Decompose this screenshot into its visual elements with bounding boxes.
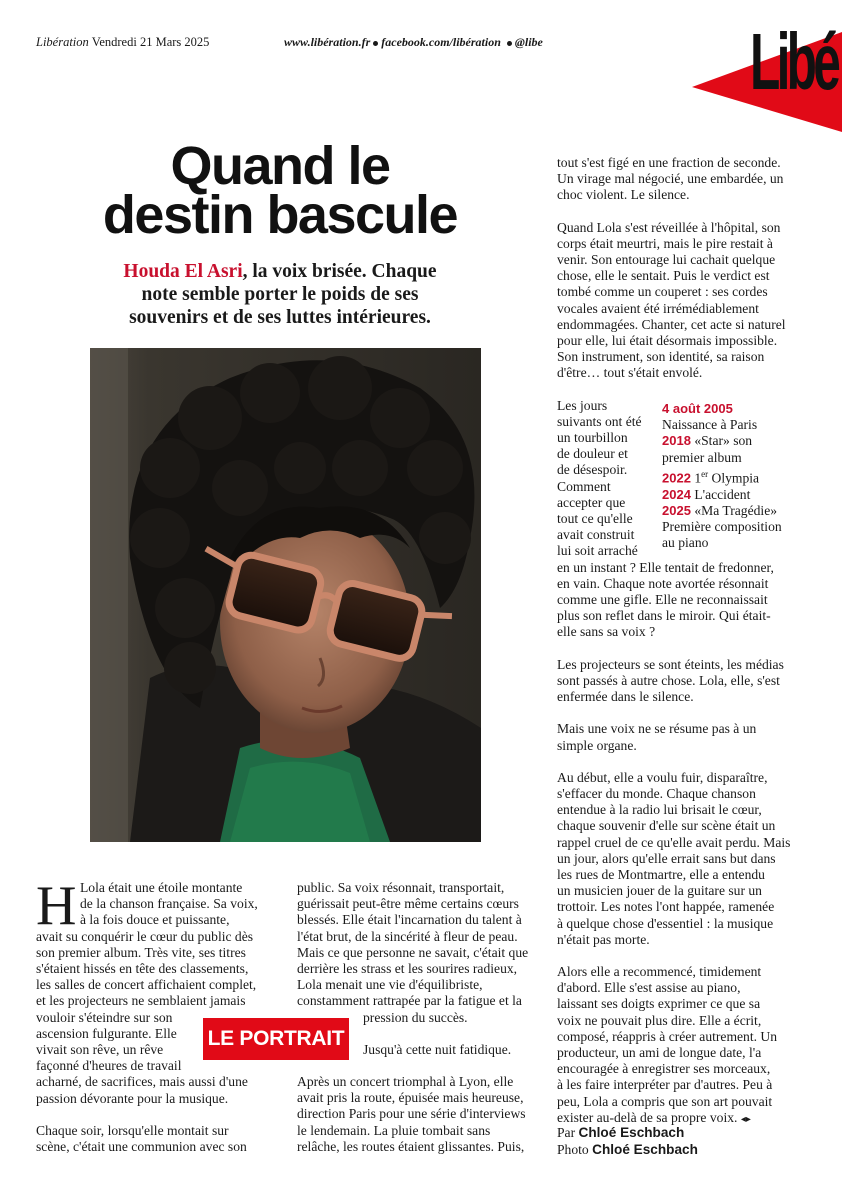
text-line: pour elle, lui était désormais impossible. xyxy=(557,333,778,349)
text-line: endommagées. Chanter, cet acte si naturel xyxy=(557,316,786,332)
text-line: blessés. Elle était l'incarnation du talent à xyxy=(297,912,522,928)
text-line: simple organe. xyxy=(557,737,637,753)
deck-text: note semble porter le poids de ses xyxy=(141,284,419,305)
text-line: Lola menait une vie d'équilibriste, xyxy=(297,977,483,993)
text-line: vivait son rêve, un rêve xyxy=(36,1042,164,1058)
subject-name: Houda El Asri xyxy=(123,261,243,282)
text-line: n'était pas morte. xyxy=(557,931,650,947)
text-line: un tourbillon xyxy=(557,430,628,446)
text-line: public. Sa voix résonnait, transportait, xyxy=(297,880,505,895)
text-line: de douleur et xyxy=(557,446,628,462)
text-line: elle sans sa voix ? xyxy=(557,624,656,640)
text-line: lui soit arraché xyxy=(557,543,638,559)
text-line: en un instant ? Elle tentait de fredonner, xyxy=(557,559,774,575)
end-mark-icon: ◂▸ xyxy=(740,1113,751,1125)
text-fragment: exister au-delà de sa propre voix. xyxy=(557,1109,738,1125)
text-line: les salles de concert affichaient complet, xyxy=(36,977,257,993)
text-line: Les projecteurs se sont éteints, les médias xyxy=(557,656,784,672)
text-line: plus son reflet dans le miroir. Qui était- xyxy=(557,608,771,624)
text-line: comme une gifle. Elle ne reconnaissait xyxy=(557,592,768,608)
text-line: suivants ont été xyxy=(557,413,642,429)
issue-date: Vendredi 21 Mars 2025 xyxy=(91,35,210,49)
text-line: Quand Lola s'est réveillée à l'hôpital, son xyxy=(557,219,781,235)
text-line: Un virage mal négocié, une embardée, un xyxy=(557,171,784,187)
text-line: s'effacer du monde. Chaque chanson xyxy=(557,785,756,801)
text-line: d'être… tout s'était envolé. xyxy=(557,365,703,381)
bullet-icon xyxy=(373,41,378,46)
text-line: Au début, elle a voulu fuir, disparaître, xyxy=(557,769,768,785)
timeline-event: premier album xyxy=(662,449,742,465)
text-line: d'abord. Elle s'est assise au piano, xyxy=(557,980,741,996)
photo-credit xyxy=(557,1142,698,1159)
timeline-year: 2025 xyxy=(662,502,691,518)
text-line: son premier album. Très vite, ses titres xyxy=(36,944,246,960)
text-line: encouragée à enregistrer ses morceaux, xyxy=(557,1061,771,1077)
credit-label: Photo xyxy=(557,1141,589,1157)
deck-text: souvenirs et de ses luttes intérieures. xyxy=(129,307,431,328)
timeline-entry xyxy=(662,466,802,487)
text-line: de désespoir. xyxy=(557,462,628,478)
text-line: Mais ce que personne ne savait, c'était que xyxy=(297,944,529,960)
text-line: direction Paris pour une série d'interviews xyxy=(297,1106,526,1122)
text-line: vocales avaient été irrémédiablement xyxy=(557,300,759,316)
drop-cap: H xyxy=(36,875,77,937)
text-line: ascension fulgurante. Elle xyxy=(36,1025,177,1041)
masthead-dateline xyxy=(36,35,209,50)
text-line: trottoir. Les notes l'ont happée, ramenée xyxy=(557,899,775,915)
photographer-name: Chloé Eschbach xyxy=(592,1141,698,1157)
text-line: et les projecteurs ne semblaient jamais xyxy=(36,993,246,1009)
article-column-3 xyxy=(557,155,795,1128)
text-line: Comment xyxy=(557,478,611,494)
text-line: tombé comme un couperet : ses cordes xyxy=(557,284,768,300)
text-line: producteur, un ami de longue date, l'a xyxy=(557,1044,762,1060)
text-line: laissant ses doigts exprimer ce que sa xyxy=(557,996,761,1012)
timeline-entry xyxy=(662,503,802,519)
timeline-event: au piano xyxy=(662,535,709,551)
credit-label: Par xyxy=(557,1125,576,1140)
timeline-event: «Ma Tragédie» xyxy=(694,502,778,518)
text-line: acharné, de sacrifices, mais aussi d'une xyxy=(36,1074,248,1090)
timeline-entry xyxy=(662,433,802,449)
title-line: destin bascule xyxy=(102,185,458,245)
text-line: guérissait peut-être même certains cœurs xyxy=(297,896,519,912)
text-line: Lola était une étoile montante xyxy=(80,880,243,895)
social-links xyxy=(284,35,543,50)
text-line: Après un concert triomphal à Lyon, elle xyxy=(297,1074,514,1090)
text-line: passion dévorante pour la musique. xyxy=(36,1090,229,1106)
byline xyxy=(557,1125,698,1158)
wrapped-paragraph xyxy=(557,398,651,560)
text-line: choc violent. Le silence. xyxy=(557,187,690,203)
text-line: chose, elle le sentait. Puis le verdict est xyxy=(557,268,770,284)
text-line: les rues de Montmartre, elle a entendu xyxy=(557,866,765,882)
text-line: s'étaient hissés en tête des classements, xyxy=(36,961,249,977)
text-line: Son instrument, son identité, sa raison xyxy=(557,349,765,365)
text-line: Alors elle a recommencé, timidement xyxy=(557,963,762,979)
text-line: peu, Lola a compris que son art pouvait xyxy=(557,1093,773,1109)
timeline-event: 1 xyxy=(694,470,702,486)
text-line: avait su conquérir le cœur du public dès xyxy=(36,928,254,944)
timeline-event: Olympia xyxy=(708,470,760,486)
text-line: pression du succès. xyxy=(363,1009,468,1025)
text-line: avait construit xyxy=(557,527,635,543)
deck-text: , la voix brisée. Chaque xyxy=(242,261,437,282)
text-line: Mais une voix ne se résume pas à un xyxy=(557,721,757,737)
article-title xyxy=(60,136,500,245)
text-line: Les jours xyxy=(557,397,608,413)
text-line: un musicien jouer de la guitare sur un xyxy=(557,883,762,899)
text-line: venir. Son entourage lui cachait quelque xyxy=(557,252,776,268)
text-line: scène, c'était une communion avec son xyxy=(36,1139,247,1155)
timeline-year: 2018 xyxy=(662,433,691,449)
text-line: composé, réappris à créer autrement. Un xyxy=(557,1028,778,1044)
text-line: un jour, alors qu'elle errait sans but dans xyxy=(557,850,776,866)
text-line: en vain. Chaque note avortée résonnait xyxy=(557,575,769,591)
text-line: de la chanson française. Sa voix, xyxy=(80,896,258,912)
website-link[interactable]: www.libération.fr xyxy=(284,35,371,49)
text-line: sont passés à autre chose. Lola, elle, s'est xyxy=(557,672,780,688)
text-line: le lendemain. La pluie tombait sans xyxy=(297,1122,491,1138)
text-line: relâche, les routes étaient glissantes. Puis, xyxy=(297,1138,525,1154)
text-line: constamment rattrapée par la fatigue et la xyxy=(297,993,522,1009)
timeline-event: Première composition xyxy=(662,518,782,534)
text-line: Chaque soir, lorsqu'elle montait sur xyxy=(36,1122,229,1138)
text-line: avait pris la route, épuisée mais heureuse, xyxy=(297,1090,524,1106)
paper-name: Libération xyxy=(36,35,89,49)
timeline-event: Naissance à Paris xyxy=(662,417,758,433)
timeline-year: 4 août 2005 xyxy=(662,401,733,416)
text-line: accepter que xyxy=(557,494,626,510)
author-name: Chloé Eschbach xyxy=(578,1125,685,1140)
text-line: voix ne pouvait plus dire. Elle a écrit, xyxy=(557,1012,762,1028)
timeline-event: «Star» son xyxy=(694,433,753,449)
text-line: derrière les strass et les sourires radieux, xyxy=(297,961,518,977)
text-line: entendue à la radio lui brisait le cœur, xyxy=(557,802,762,818)
text-line: vouloir s'éteindre sur son xyxy=(36,1009,173,1025)
timeline-event: er xyxy=(701,468,709,479)
bullet-icon xyxy=(507,41,512,46)
text-line: à la fois douce et puissante, xyxy=(80,912,230,928)
twitter-link[interactable]: @libe xyxy=(514,35,543,49)
text-line: corps était meurtri, mais le pire restait à xyxy=(557,235,773,251)
text-line: façonné d'heures de travail xyxy=(36,1058,182,1074)
text-line: à les faire interpréter par d'autres. Peu à xyxy=(557,1077,773,1093)
facebook-link[interactable]: facebook.com/libération xyxy=(381,35,501,49)
portrait-photo xyxy=(90,348,481,842)
text-line: Jusqu'à cette nuit fatidique. xyxy=(363,1041,512,1057)
text-line: tout s'est figé en une fraction de seconde. xyxy=(557,155,781,170)
timeline-year: 2024 xyxy=(662,486,691,502)
article-deck xyxy=(92,260,468,329)
timeline-year: 2022 xyxy=(662,470,691,486)
rubric-label: LE PORTRAIT xyxy=(203,1018,349,1060)
text-line: rappel cruel de ce qu'elle avait perdu. Mais xyxy=(557,834,791,850)
author-credit xyxy=(557,1125,698,1142)
timeline-event: L'accident xyxy=(694,486,751,502)
text-line: chaque souvenir d'elle sur scène était un xyxy=(557,818,776,834)
libe-logo: Libé xyxy=(750,17,838,106)
text-line: tout ce qu'elle xyxy=(557,511,633,527)
title-line: Quand le xyxy=(170,136,390,196)
text-line: à quelque chose d'essentiel : la musique xyxy=(557,915,774,931)
text-line: enfermée dans le silence. xyxy=(557,689,694,705)
chronology-box xyxy=(662,401,802,551)
text-line: l'état brut, de la sincérité à fleur de peau. xyxy=(297,928,518,944)
timeline-entry xyxy=(662,487,802,503)
